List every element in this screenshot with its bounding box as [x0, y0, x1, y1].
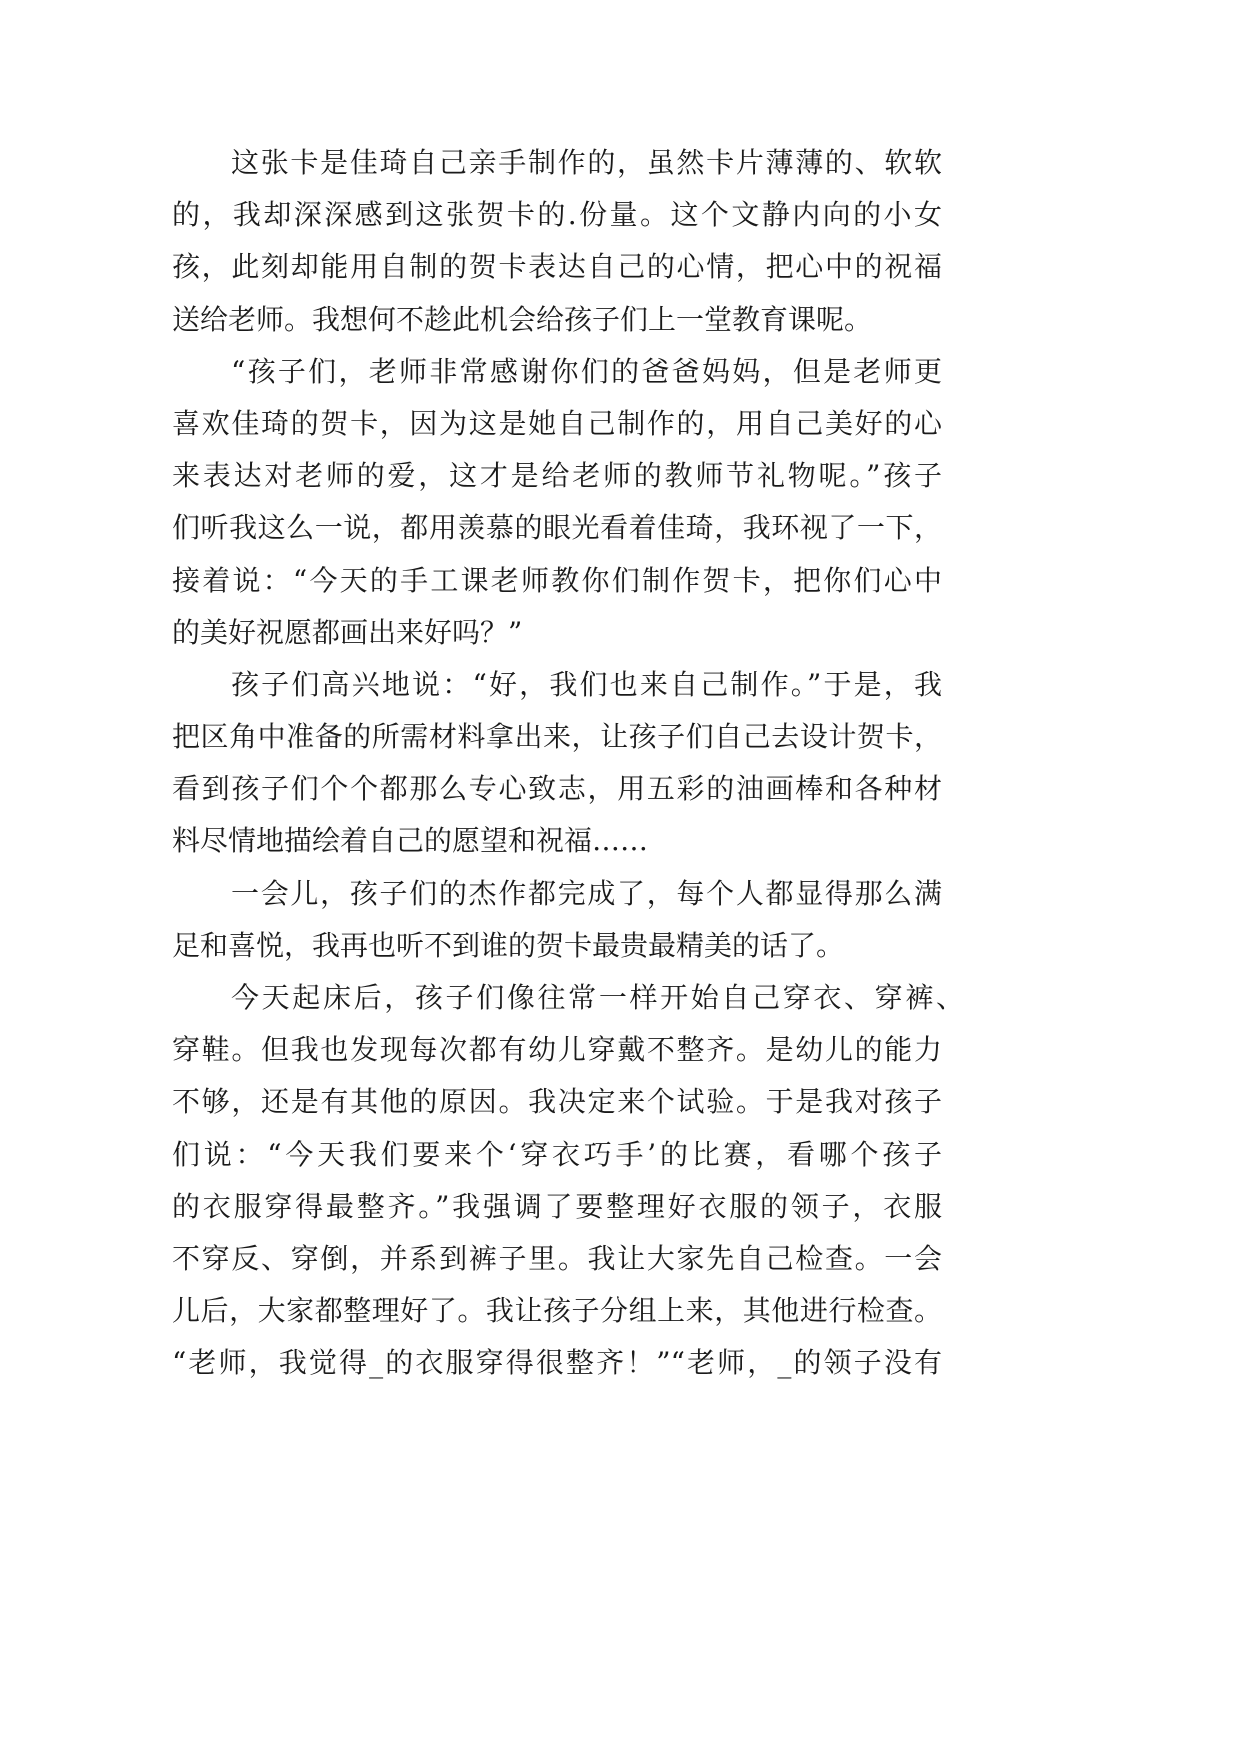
paragraph: [172, 659, 942, 868]
paragraph: [172, 346, 942, 659]
text-line: 们听我这么一说，都用羡慕的眼光看着佳琦，我环视了一下，: [172, 511, 942, 545]
text-line: 不穿反、穿倒，并系到裤子里。我让大家先自己检查。一会: [172, 1241, 942, 1275]
text-line: 来表达对老师的爱，这才是给老师的教师节礼物呢。”孩子: [172, 459, 942, 493]
text-line: 不够，还是有其他的原因。我决定来个试验。于是我对孩子: [172, 1085, 942, 1119]
text-line: 儿后，大家都整理好了。我让孩子分组上来，其他进行检查。: [172, 1294, 942, 1328]
text-line: 把区角中准备的所需材料拿出来，让孩子们自己去设计贺卡，: [172, 720, 942, 754]
text-line: 足和喜悦，我再也听不到谁的贺卡最贵最精美的话了。: [172, 928, 845, 962]
text-line: 这张卡是佳琦自己亲手制作的，虽然卡片薄薄的、软软: [231, 146, 942, 179]
text-line: “老师，我觉得_的衣服穿得很整齐！”“老师，_的领子没有: [172, 1346, 942, 1380]
text-line: 的美好祝愿都画出来好吗？”: [172, 615, 523, 649]
text-line: 的，我却深深感到这张贺卡的.份量。这个文静内向的小女: [172, 198, 942, 232]
text-line: 接着说：“今天的手工课老师教你们制作贺卡，把你们心中: [172, 563, 942, 597]
text-line: 一会儿，孩子们的杰作都完成了，每个人都显得那么满: [231, 876, 942, 910]
text-line: 料尽情地描绘着自己的愿望和祝福……: [172, 824, 649, 858]
text-line: “孩子们，老师非常感谢你们的爸爸妈妈，但是老师更: [231, 354, 942, 388]
paragraph: [172, 868, 942, 972]
paragraph: [172, 137, 942, 346]
paragraph: [172, 972, 964, 1390]
text-line: 喜欢佳琦的贺卡，因为这是她自己制作的，用自己美好的心: [172, 406, 942, 440]
text-line: 的衣服穿得最整齐。”我强调了要整理好衣服的领子，衣服: [172, 1189, 942, 1223]
text-line: 穿鞋。但我也发现每次都有幼儿穿戴不整齐。是幼儿的能力: [172, 1033, 942, 1067]
text-line: 看到孩子们个个都那么专心致志，用五彩的油画棒和各种材: [172, 772, 942, 806]
text-line: 送给老师。我想何不趁此机会给孩子们上一堂教育课呢。: [172, 302, 873, 336]
document-body: [172, 137, 964, 1390]
text-line: 孩，此刻却能用自制的贺卡表达自己的心情，把心中的祝福: [172, 250, 942, 284]
text-line: 孩子们高兴地说：“好，我们也来自己制作。”于是，我: [231, 667, 942, 701]
text-line: 今天起床后，孩子们像往常一样开始自己穿衣、穿裤、: [231, 981, 964, 1014]
text-line: 们说：“今天我们要来个‘穿衣巧手’的比赛，看哪个孩子: [172, 1137, 942, 1171]
